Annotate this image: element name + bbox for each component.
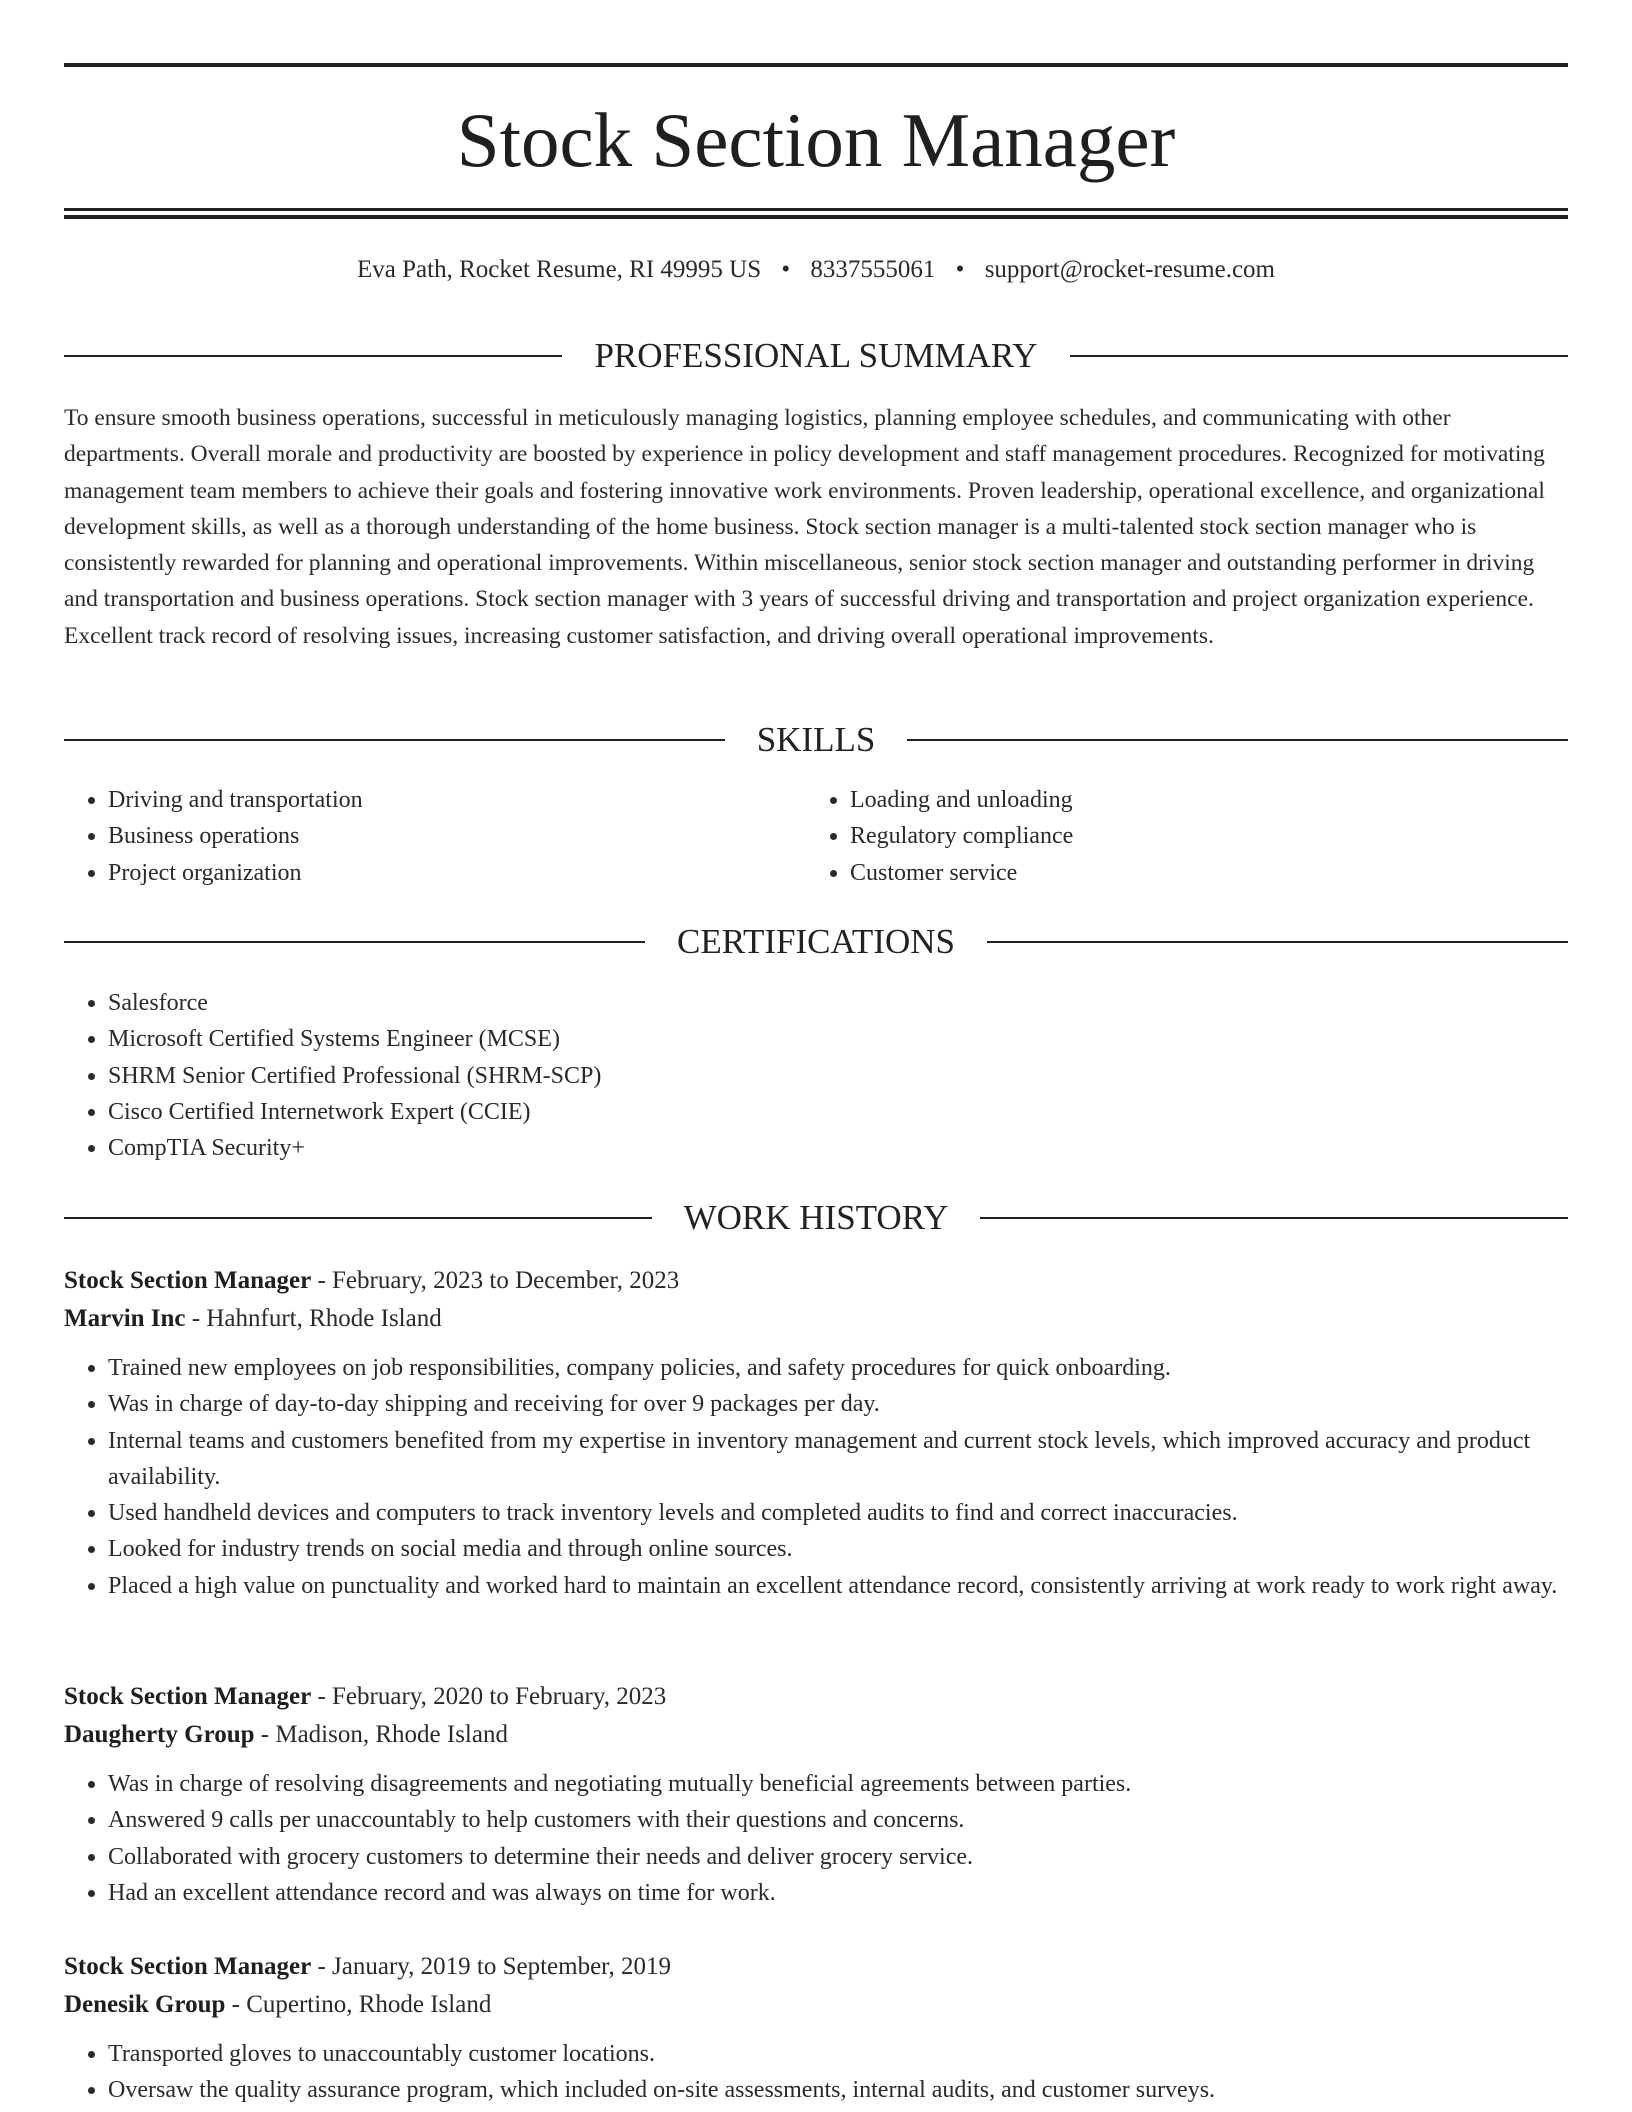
resume-title: Stock Section Manager <box>456 97 1176 183</box>
job-title: Stock Section Manager <box>64 1267 312 1294</box>
job-company: Denesik Group <box>64 1991 226 2018</box>
job-dates: - February, 2023 to December, 2023 <box>311 1267 680 1294</box>
job-bullet: • Internal teams and customers benefited from my expertise in inventory management and current stock levels, which improved accuracy and product availability. <box>108 1423 1568 1496</box>
heading-rule <box>907 739 1568 741</box>
contact-phone: 8337555061 <box>810 256 936 283</box>
job-title-line <box>64 1262 1568 1300</box>
job-location: - Madison, Rhode Island <box>254 1721 508 1748</box>
job-bullet: • Placed a high value on punctuality and worked hard to maintain an excellent attendance record, consistently arriving at work ready to work right away. <box>108 1568 1568 1604</box>
job-location: - Hahnfurt, Rhode Island <box>185 1305 442 1332</box>
job-bullet: • Was in charge of day-to-day shipping and receiving for over 9 packages per day. <box>108 1386 1568 1422</box>
certifications-heading <box>64 920 1568 964</box>
work-history-heading-label: WORK HISTORY <box>683 1198 949 1237</box>
job-title: Stock Section Manager <box>64 1683 312 1710</box>
skill-item: • Project organization <box>108 855 806 891</box>
job-bullet: • Had an excellent attendance record and was always on time for work. <box>108 1875 1568 1911</box>
heading-rule <box>64 1217 652 1219</box>
skills-list <box>64 782 1568 891</box>
summary-text: To ensure smooth business operations, successful in meticulously managing logistics, planning employee schedules, and communicating with other departments. Overall morale and productivity are boosted by experience in policy development and staff management procedures. Recognized for motivating management team members to achieve their goals and fostering innovative work environments. Proven leadership, operational excellence, and organizational development skills, as well as a thorough understanding of the home business. Stock section manager is a multi-talented stock section manager who is consistently rewarded for planning and operational improvements. Within miscellaneous, senior stock section manager and outstanding performer in driving and transportation and business operations. Stock section manager with 3 years of successful driving and transportation and project organization experience. Excellent track record of resolving issues, increasing customer satisfaction, and driving overall operational improvements. <box>64 405 1545 649</box>
job-bullet: • Looked for industry trends on social media and through online sources. <box>108 1531 1568 1567</box>
job-bullet: • Oversaw the quality assurance program, which included on-site assessments, internal audits, and customer surveys. <box>108 2072 1568 2108</box>
heading-rule <box>987 941 1568 943</box>
title-rule-upper <box>64 208 1568 211</box>
job-bullet: • Trained new employees on job responsibilities, company policies, and safety procedures for quick onboarding. <box>108 1350 1568 1386</box>
skills-column-left <box>64 782 806 891</box>
certification-item: • Cisco Certified Internetwork Expert (CCIE) <box>108 1094 1568 1130</box>
job-title-line <box>64 1948 1568 1986</box>
contact-line <box>64 254 1568 286</box>
certifications-heading-label: CERTIFICATIONS <box>677 922 955 961</box>
certification-item: • SHRM Senior Certified Professional (SHRM-SCP) <box>108 1058 1568 1094</box>
job-company-line <box>64 1986 1568 2024</box>
job-location: - Cupertino, Rhode Island <box>225 1991 492 2018</box>
contact-email: support@rocket-resume.com <box>984 256 1275 283</box>
heading-rule <box>64 739 725 741</box>
certification-item: • Microsoft Certified Systems Engineer (MCSE) <box>108 1021 1568 1057</box>
skill-item: • Business operations <box>108 818 806 854</box>
skill-item: • Loading and unloading <box>850 782 1548 818</box>
job-company-line <box>64 1300 1568 1338</box>
job-dates: - February, 2020 to February, 2023 <box>311 1683 667 1710</box>
heading-rule <box>64 355 562 357</box>
work-history-heading <box>64 1196 1568 1240</box>
job-entry <box>64 1678 1568 1911</box>
title-rule-lower <box>64 215 1568 219</box>
skills-heading-label: SKILLS <box>756 720 876 759</box>
top-rule <box>64 63 1568 67</box>
certification-item: • CompTIA Security+ <box>108 1130 1568 1166</box>
job-entry <box>64 1262 1568 1604</box>
job-dates: - January, 2019 to September, 2019 <box>311 1953 672 1980</box>
heading-rule <box>1070 355 1568 357</box>
job-title-line <box>64 1678 1568 1716</box>
skills-column-right <box>806 782 1548 891</box>
contact-address: Eva Path, Rocket Resume, RI 49995 US <box>357 256 762 283</box>
job-bullet: • Was in charge of resolving disagreements and negotiating mutually beneficial agreements between parties. <box>108 1766 1568 1802</box>
summary-heading <box>64 334 1568 378</box>
job-bullet: • Answered 9 calls per unaccountably to help customers with their questions and concerns. <box>108 1802 1568 1838</box>
job-bullet: • Collaborated with grocery customers to determine their needs and deliver grocery service. <box>108 1839 1568 1875</box>
job-title: Stock Section Manager <box>64 1953 312 1980</box>
skill-item: • Customer service <box>850 855 1548 891</box>
skill-item: • Regulatory compliance <box>850 818 1548 854</box>
heading-rule <box>64 941 645 943</box>
heading-rule <box>980 1217 1568 1219</box>
contact-separator: • <box>955 256 965 283</box>
summary-heading-label: PROFESSIONAL SUMMARY <box>594 336 1038 375</box>
certifications-list <box>64 985 1568 1166</box>
job-company-line <box>64 1716 1568 1754</box>
job-bullet: • Transported gloves to unaccountably customer locations. <box>108 2036 1568 2072</box>
skills-heading <box>64 718 1568 762</box>
job-entry <box>64 1948 1568 2109</box>
job-company: Marvin Inc <box>64 1305 186 1332</box>
certification-item: • Salesforce <box>108 985 1568 1021</box>
skill-item: • Driving and transportation <box>108 782 806 818</box>
job-bullet: • Used handheld devices and computers to track inventory levels and completed audits to find and correct inaccuracies. <box>108 1495 1568 1531</box>
job-company: Daugherty Group <box>64 1721 255 1748</box>
contact-separator: • <box>781 256 791 283</box>
